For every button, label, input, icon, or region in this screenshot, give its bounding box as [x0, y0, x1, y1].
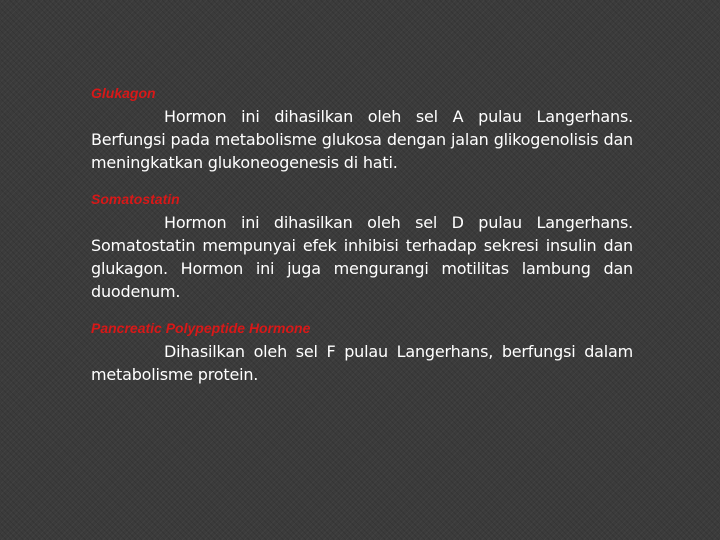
section-heading: Glukagon	[91, 85, 156, 101]
section-glukagon	[91, 82, 633, 174]
section-heading: Pancreatic Polypeptide Hormone	[91, 320, 311, 336]
slide-content	[91, 82, 633, 400]
section-body: Hormon ini dihasilkan oleh sel A pulau Langerhans. Berfungsi pada metabolisme glukosa dengan jalan glikogenolisis dan meningkatkan glukoneogenesis di hati.	[91, 107, 633, 172]
section-somatostatin	[91, 188, 633, 303]
section-body: Hormon ini dihasilkan oleh sel D pulau Langerhans. Somatostatin mempunyai efek inhibisi terhadap sekresi insulin dan glukagon. Hormon ini juga mengurangi motilitas lambung dan duodenum.	[91, 213, 633, 301]
section-heading: Somatostatin	[91, 191, 180, 207]
section-body: Dihasilkan oleh sel F pulau Langerhans, berfungsi dalam metabolisme protein.	[91, 342, 633, 384]
section-pancreatic-polypeptide	[91, 317, 633, 386]
